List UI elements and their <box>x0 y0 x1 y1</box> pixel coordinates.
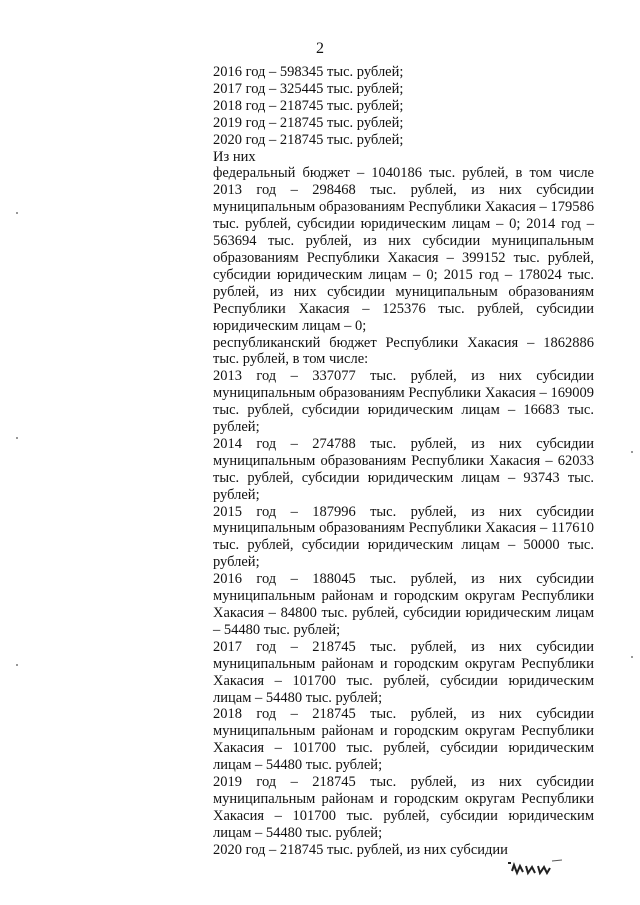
paragraph: республиканский бюджет Республики Хакасия – 1862886 тыс. рублей, в том числе: <box>213 334 594 368</box>
scan-dot <box>631 451 633 453</box>
paragraph: 2017 год – 325445 тыс. рублей; <box>213 80 404 97</box>
signature-mark <box>506 857 566 879</box>
paragraph: 2016 год – 598345 тыс. рублей; <box>213 64 404 80</box>
paragraph: 2013 год – 337077 тыс. рублей, из них субсидии муниципальным образованиям Республики Хакасия – 169009 тыс. рублей, субсидии юридическим лицам – 16683 тыс. рублей; <box>213 368 594 436</box>
paragraph: 2017 год – 218745 тыс. рублей, из них субсидии муниципальным районам и городским округам Республики Хакасия – 101700 тыс. рублей, субсидии юридическим лицам – 54480 тыс. рублей; <box>213 638 594 706</box>
document-body <box>213 64 594 859</box>
paragraph: 2020 год – 218745 тыс. рублей; <box>213 131 404 148</box>
scan-dot <box>631 656 633 658</box>
scan-dot <box>16 212 18 214</box>
scan-dot <box>16 437 18 439</box>
page-number: 2 <box>316 40 324 57</box>
paragraph: 2014 год – 274788 тыс. рублей, из них субсидии муниципальным образованиям Республики Хакасия – 62033 тыс. рублей, субсидии юридическим лицам – 93743 тыс. рублей; <box>213 435 594 503</box>
paragraph: федеральный бюджет – 1040186 тыс. рублей, в том числе 2013 год – 298468 тыс. рублей, из них субсидии муниципальным образованиям Республики Хакасия – 179586 тыс. рублей, субсидии юридическим лицам – 0; 2014 год – 563694 тыс. рублей, из них субсидии муниципальным образованиям Республики Хакасия – 399152 тыс. рублей, субсидии юридическим лицам – 0; 2015 год – 178024 тыс. рублей, из них субсидии муниципальным образованиям Республики Хакасия – 125376 тыс. рублей, субсидии юридическим лицам – 0; <box>213 165 594 334</box>
paragraph: 2015 год – 187996 тыс. рублей, из них субсидии муниципальным образованиям Республики Хакасия – 117610 тыс. рублей, субсидии юридическим лицам – 50000 тыс. рублей; <box>213 503 594 571</box>
paragraph: 2018 год – 218745 тыс. рублей, из них субсидии муниципальным районам и городским округам Республики Хакасия – 101700 тыс. рублей, субсидии юридическим лицам – 54480 тыс. рублей; <box>213 706 594 774</box>
paragraph: 2020 год – 218745 тыс. рублей, из них субсидии <box>213 841 508 858</box>
scan-dot <box>16 664 18 666</box>
paragraph: 2019 год – 218745 тыс. рублей; <box>213 114 404 131</box>
paragraph: 2018 год – 218745 тыс. рублей; <box>213 97 404 114</box>
paragraph: 2019 год – 218745 тыс. рублей, из них субсидии муниципальным районам и городским округам Республики Хакасия – 101700 тыс. рублей, субсидии юридическим лицам – 54480 тыс. рублей; <box>213 774 594 841</box>
paragraph: Из них <box>213 148 256 165</box>
paragraph: 2016 год – 188045 тыс. рублей, из них субсидии муниципальным районам и городским округам Республики Хакасия – 84800 тыс. рублей, субсидии юридическим лицам – 54480 тыс. рублей; <box>213 571 594 638</box>
